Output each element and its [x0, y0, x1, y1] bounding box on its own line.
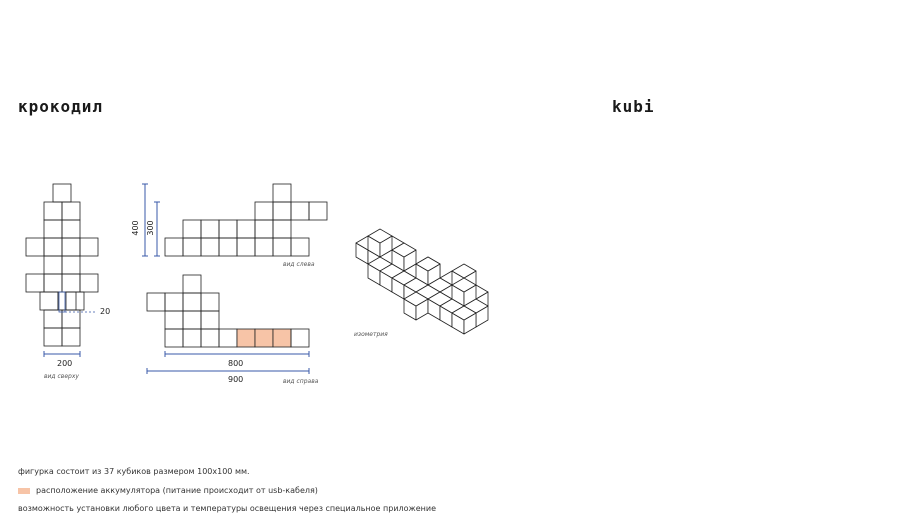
legend-battery-text: расположение аккумулятора (питание происходит от usb-кабеля) [36, 486, 318, 495]
figure-title: крокодил [18, 97, 104, 116]
left-view [165, 184, 327, 256]
legend-light [18, 504, 436, 513]
dim-top-width: 200 [57, 359, 73, 368]
top-view [26, 184, 98, 346]
battery-cubes [237, 329, 291, 347]
offset-marker [59, 292, 65, 312]
dim-right-w1: 800 [228, 359, 244, 368]
dim-right-w2: 900 [228, 375, 244, 384]
legend-info [18, 467, 250, 476]
legend-light-text: возможность установки любого цвета и температуры освещения через специальное приложение [18, 504, 437, 513]
legend-battery [18, 486, 318, 495]
label-isometric-view: изометрия [354, 331, 388, 338]
label-top-view: вид сверху [44, 373, 79, 380]
right-view [147, 275, 237, 347]
isometric-view [356, 229, 488, 334]
label-right-view: вид справа [283, 378, 319, 385]
battery-swatch [18, 488, 30, 494]
label-left-view: вид слева [283, 261, 315, 268]
brand-logo: kubi [612, 97, 655, 116]
dim-offset: 20 [100, 307, 111, 316]
dim-left-h2: 300 [146, 220, 155, 236]
dim-left-h1: 400 [131, 220, 140, 236]
legend-info-text: фигурка состоит из 37 кубиков размером 100х100 мм. [18, 467, 250, 476]
